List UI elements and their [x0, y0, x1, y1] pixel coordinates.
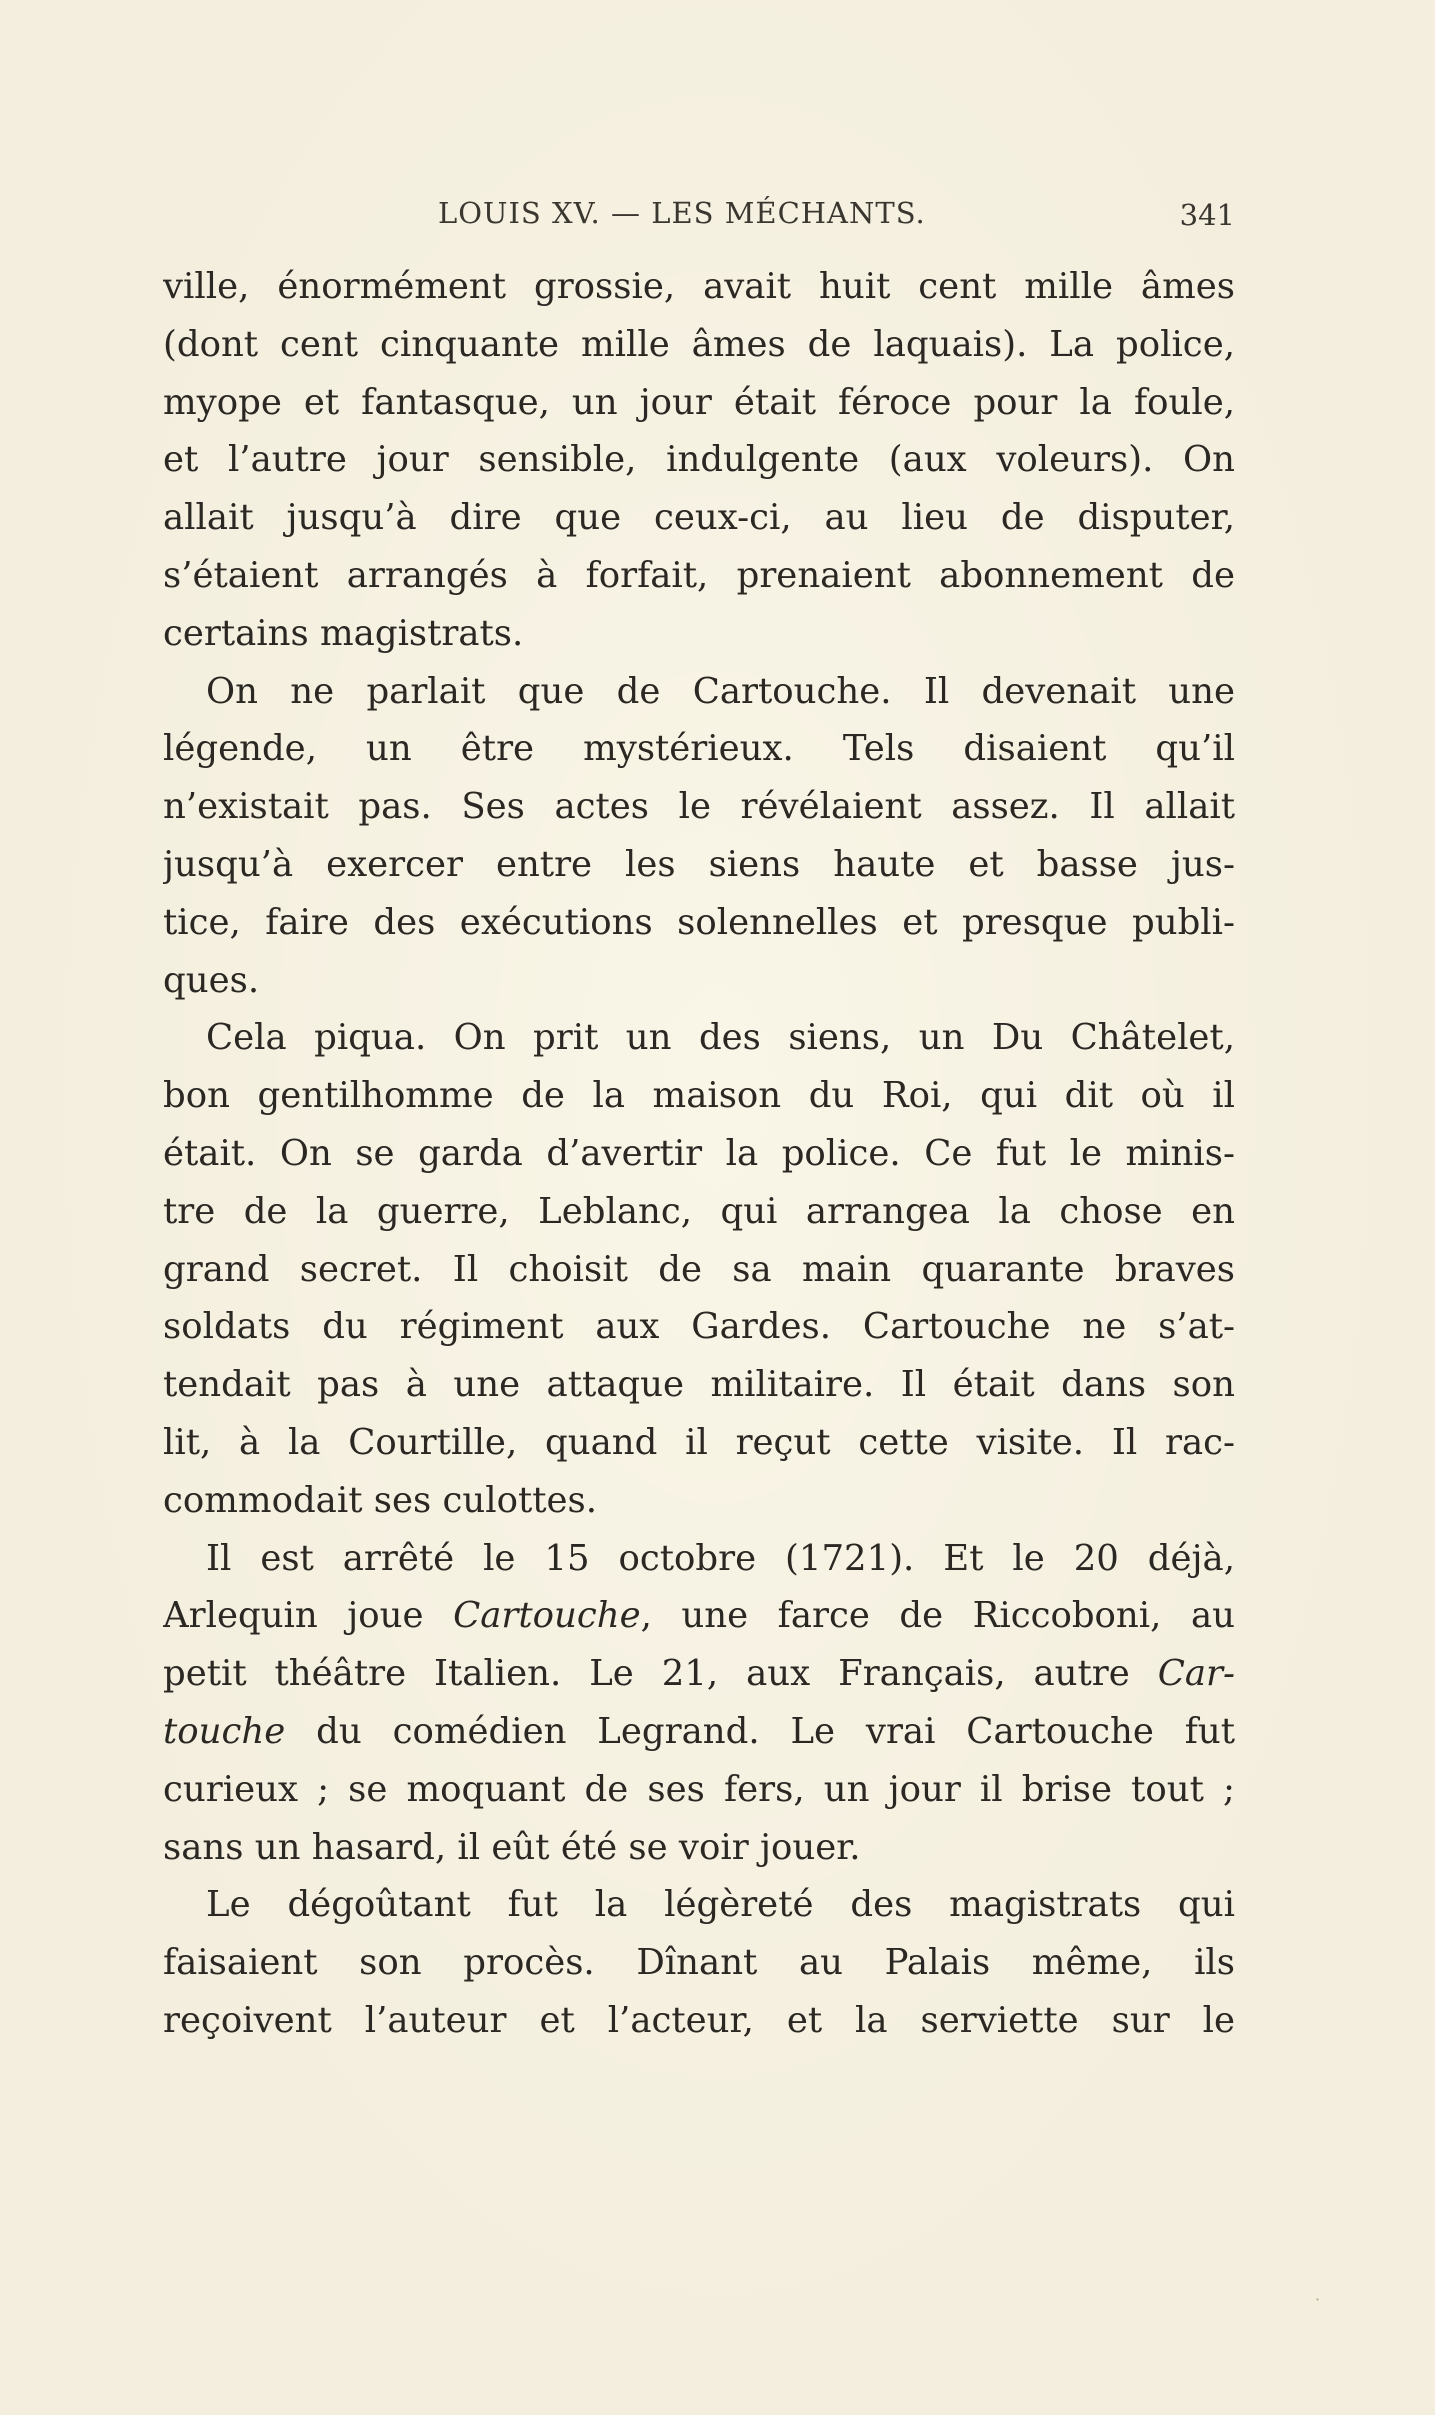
text-line: tre de la guerre, Leblanc, qui arrangea la chose en [163, 1190, 1235, 1232]
text-line: (dont cent cinquante mille âmes de laquais). La police, [163, 323, 1235, 365]
running-head [163, 196, 1235, 236]
text-line [163, 1819, 1235, 1877]
text-line: légende, un être mystérieux. Tels disaient qu’il [163, 728, 1235, 770]
text-line: reçoivent l’auteur et l’acteur, et la serviette sur le [163, 1999, 1235, 2041]
text-line [163, 1703, 1235, 1761]
text-line: certains magistrats. [163, 612, 524, 654]
text-line: et l’autre jour sensible, indulgente (aux voleurs). On [163, 439, 1235, 481]
text-line: Cela piqua. On prit un des siens, un Du Châtelet, [206, 1017, 1235, 1059]
text-run: du comédien Legrand. Le vrai Cartouche fut [285, 1710, 1235, 1752]
text-line: allait jusqu’à dire que ceux-ci, au lieu de disputer, [163, 497, 1235, 539]
paragraph-5 [163, 1876, 1235, 2049]
text-line: n’existait pas. Ses actes le révélaient assez. Il allait [163, 786, 1235, 828]
paragraph-2 [163, 663, 1235, 1010]
text-run: petit théâtre Italien. Le 21, aux Français, autre [163, 1653, 1158, 1695]
text-line [163, 1530, 1235, 1588]
text-line: bon gentilhomme de la maison du Roi, qui dit où il [163, 1075, 1235, 1117]
text-line: On ne parlait que de Cartouche. Il devenait une [206, 670, 1235, 712]
text-line: grand secret. Il choisit de sa main quarante braves [163, 1248, 1235, 1290]
text-run: sans un hasard, il eût été se voir jouer. [163, 1826, 861, 1868]
text-line: tice, faire des exécutions solennelles et presque publi- [163, 901, 1235, 943]
italic-title: Car- [1157, 1653, 1235, 1695]
text-line: jusqu’à exercer entre les siens haute et basse jus- [163, 843, 1235, 885]
text-line [163, 1761, 1235, 1819]
text-line: tendait pas à une attaque militaire. Il était dans son [163, 1364, 1235, 1406]
body-text [163, 258, 1235, 2050]
text-line: commodait ses culottes. [163, 1479, 597, 1521]
text-line [163, 1587, 1235, 1645]
text-line: Le dégoûtant fut la légèreté des magistrats qui [206, 1884, 1235, 1926]
text-run: curieux ; se moquant de ses fers, un jour il brise tout ; [163, 1768, 1235, 1810]
text-line [163, 1645, 1235, 1703]
paragraph-1 [163, 258, 1235, 663]
text-line: ques. [163, 959, 260, 1001]
text-line: soldats du régiment aux Gardes. Cartouche ne s’at- [163, 1306, 1235, 1348]
running-title: LOUIS XV. — LES MÉCHANTS. [438, 196, 926, 230]
page-number: 341 [1179, 198, 1235, 232]
text-line: s’étaient arrangés à forfait, prenaient abonnement de [163, 554, 1235, 596]
paragraph-3 [163, 1009, 1235, 1529]
italic-title: touche [163, 1710, 286, 1752]
text-run: Arlequin joue [163, 1595, 454, 1637]
text-line: lit, à la Courtille, quand il reçut cette visite. Il rac- [163, 1421, 1235, 1463]
text-run: Il est arrêté le 15 octobre (1721). Et le 20 déjà, [206, 1537, 1235, 1579]
text-line: faisaient son procès. Dînant au Palais même, ils [163, 1942, 1235, 1984]
text-line: myope et fantasque, un jour était féroce pour la foule, [163, 381, 1235, 423]
page-speck-mark: · [1315, 2290, 1321, 2309]
text-run: , une farce de Riccoboni, au [640, 1595, 1235, 1637]
text-line: était. On se garda d’avertir la police. Ce fut le minis- [163, 1132, 1235, 1174]
italic-title: Cartouche [453, 1595, 641, 1637]
text-line: ville, énormément grossie, avait huit cent mille âmes [163, 266, 1235, 307]
paragraph-4 [163, 1530, 1235, 1877]
